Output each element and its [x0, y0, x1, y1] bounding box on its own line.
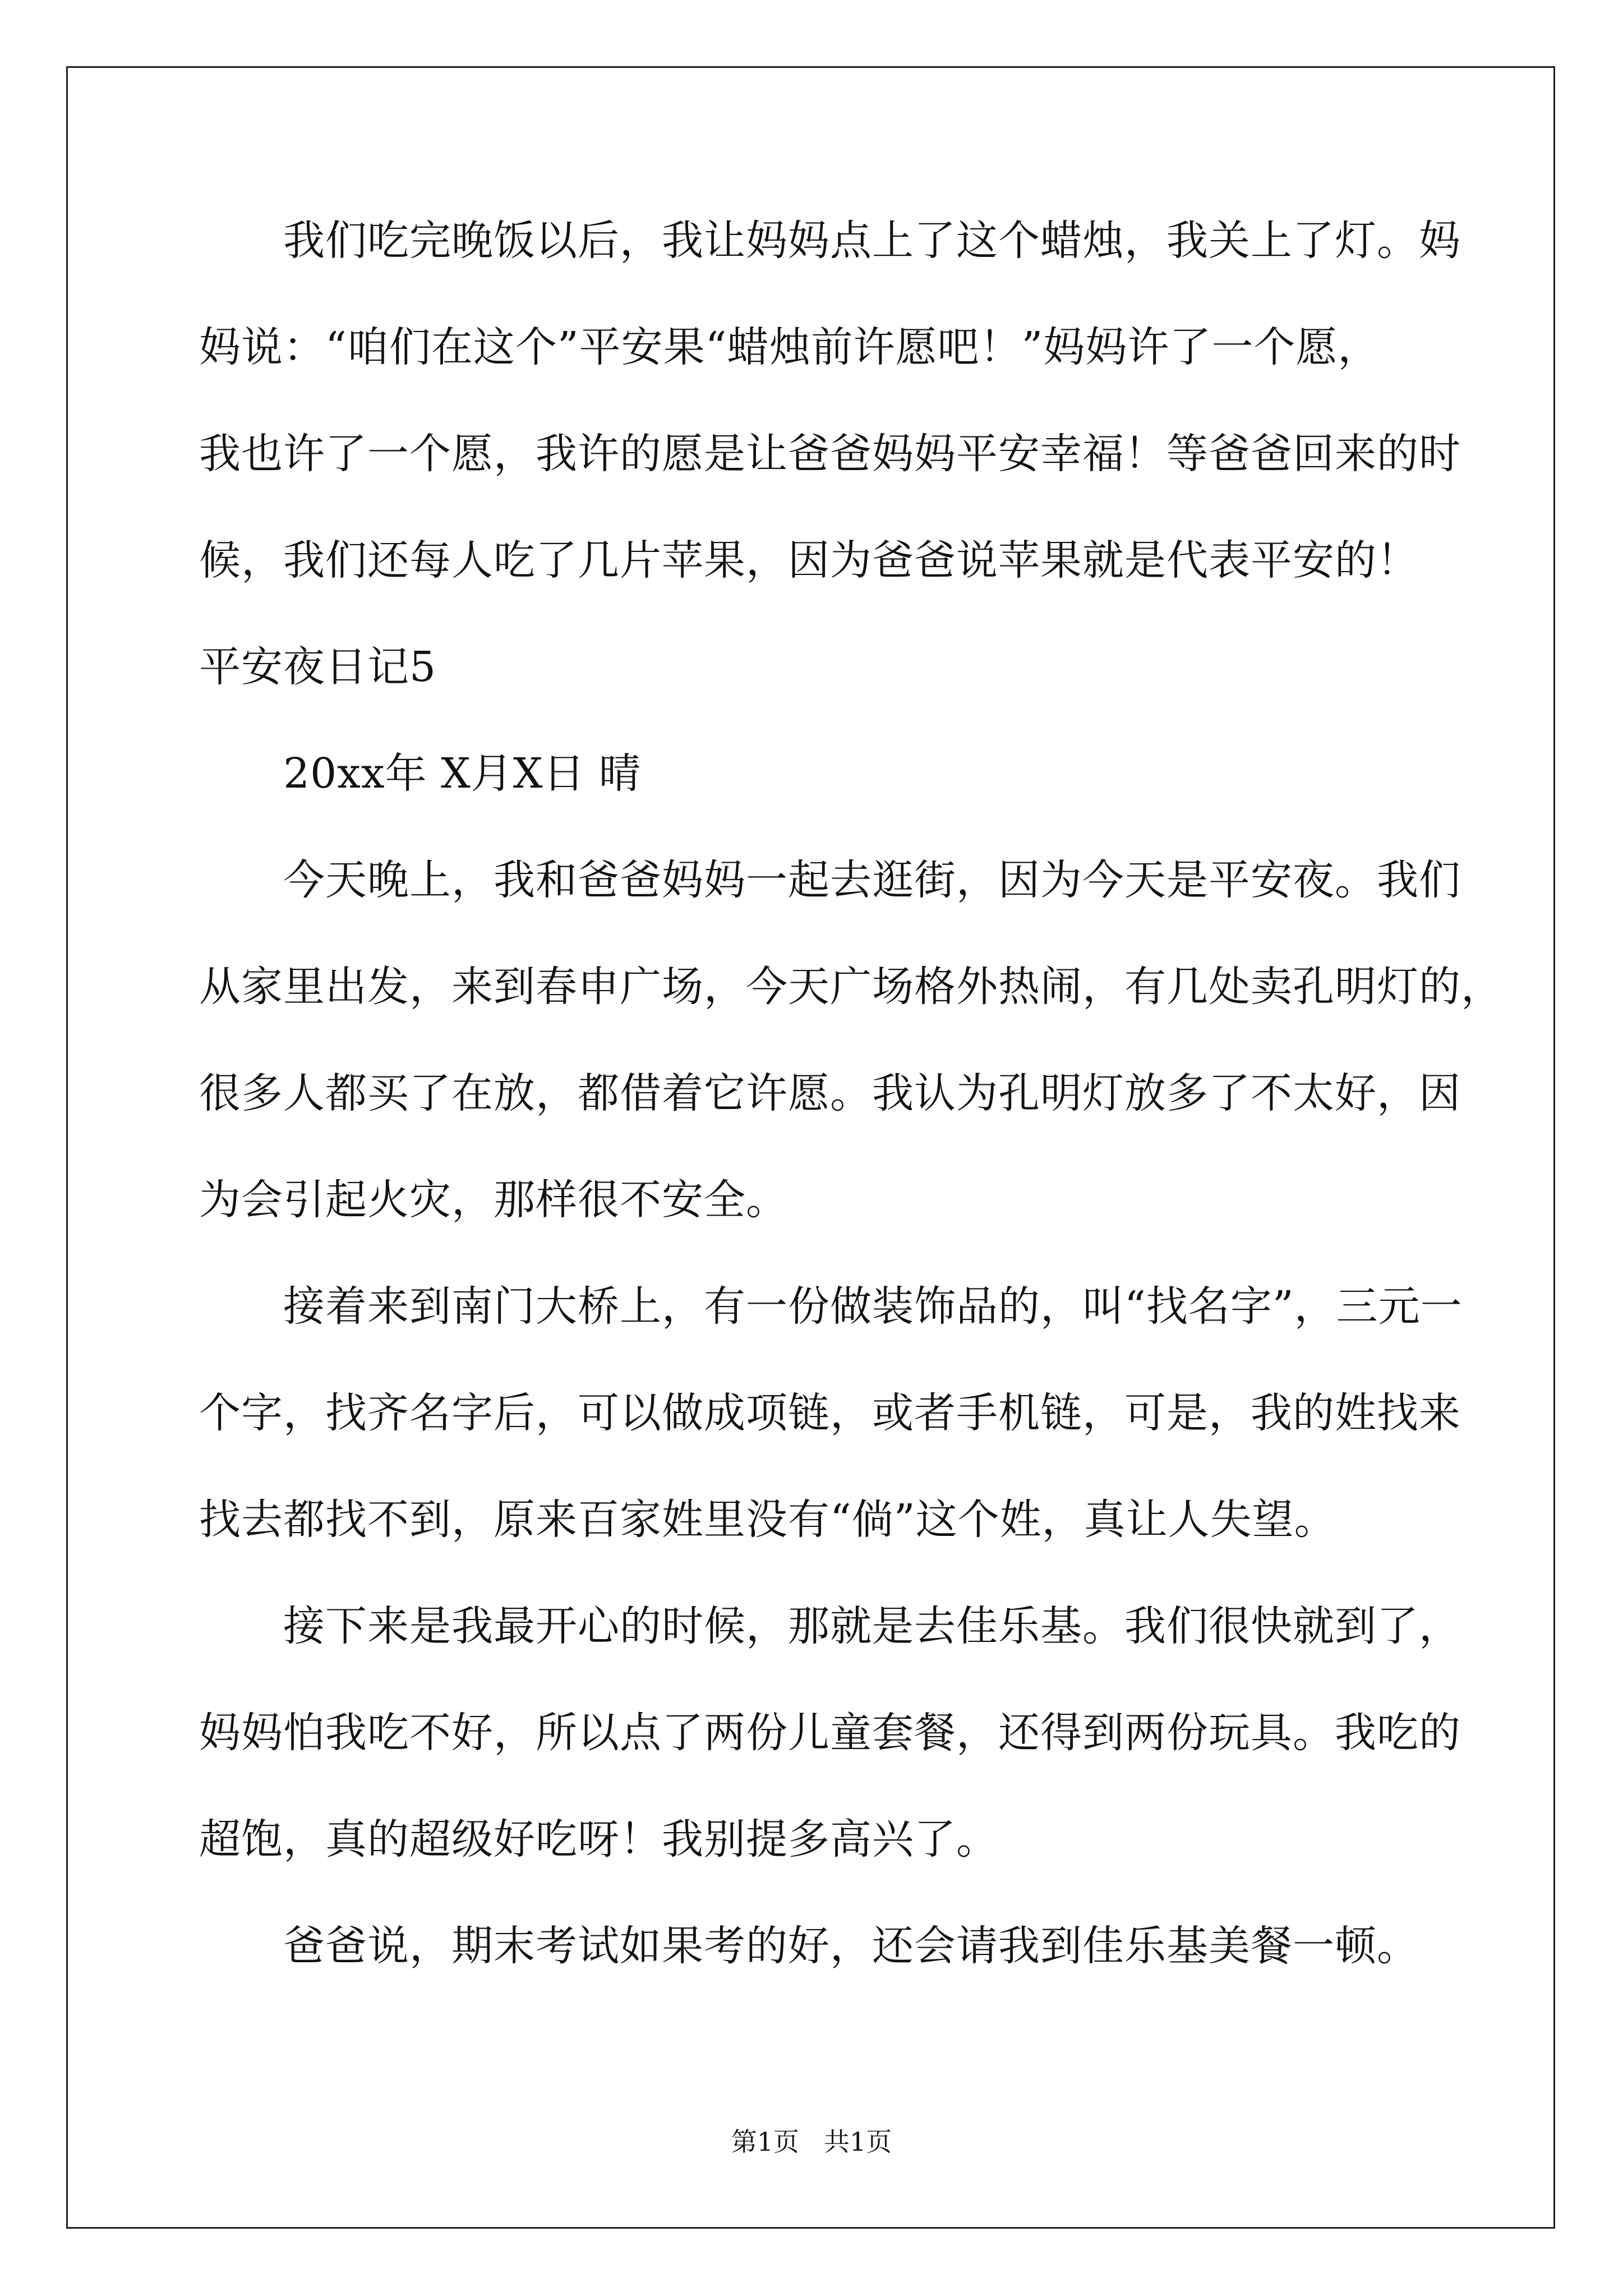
- text-line: 超饱，真的超级好吃呀！我别提多高兴了。: [199, 1815, 998, 1864]
- text-line: 爸爸说，期末考试如果考的好，还会请我到佳乐基美餐一顿。: [283, 1922, 1419, 1970]
- text-line: 我们吃完晚饭以后，我让妈妈点上了这个蜡烛，我关上了灯。妈: [283, 217, 1461, 265]
- date-line: [199, 746, 1422, 801]
- text-line: 妈妈怕我吃不好，所以点了两份儿童套餐，还得到两份玩具。我吃的: [199, 1709, 1461, 1757]
- paragraph-restaurant: [199, 1599, 1461, 1867]
- paragraph-closing: [199, 1918, 1422, 1973]
- text-line: 今天晚上，我和爸爸妈妈一起去逛街，因为今天是平安夜。我们: [283, 856, 1461, 904]
- diary-title: 平安夜日记5: [199, 643, 437, 691]
- paragraph-shopping: [199, 853, 1503, 1227]
- text-line: 很多人都买了在放，都借着它许愿。我认为孔明灯放多了不太好，因: [199, 1069, 1461, 1117]
- text-line: 候，我们还每人吃了几片苹果，因为爸爸说苹果就是代表平安的！: [199, 536, 1419, 585]
- text-line: 妈说：“咱们在这个”平安果“蜡烛前许愿吧！”妈妈许了一个愿，: [199, 323, 1380, 371]
- page-number: 第1页: [731, 2127, 800, 2157]
- section-heading: [199, 639, 1422, 694]
- text-line: 接下来是我最开心的时候，那就是去佳乐基。我们很快就到了，: [283, 1602, 1461, 1650]
- text-line: 接着来到南门大桥上，有一份做装饰品的，叫“找名字”，三元一: [283, 1282, 1463, 1331]
- text-line: 为会引起火灾，那样很不安全。: [199, 1176, 788, 1224]
- text-line: 从家里出发，来到春申广场，今天广场格外热闹，有几处卖孔明灯的，: [199, 963, 1503, 1011]
- text-line: 找去都找不到，原来百家姓里没有“倘”这个姓，真让人失望。: [199, 1496, 1336, 1544]
- page-total: 共1页: [823, 2127, 892, 2157]
- page-footer: [0, 2126, 1623, 2157]
- text-line: 个字，找齐名字后，可以做成项链，或者手机链，可是，我的姓找来: [199, 1389, 1461, 1437]
- document-body: [199, 213, 1503, 2025]
- text-line: 我也许了一个愿，我许的愿是让爸爸妈妈平安幸福！等爸爸回来的时: [199, 430, 1461, 478]
- diary-date: 20xx年 X月X日 晴: [283, 749, 642, 798]
- paragraph-birthday-wish: [199, 213, 1461, 588]
- paragraph-bridge: [199, 1279, 1463, 1547]
